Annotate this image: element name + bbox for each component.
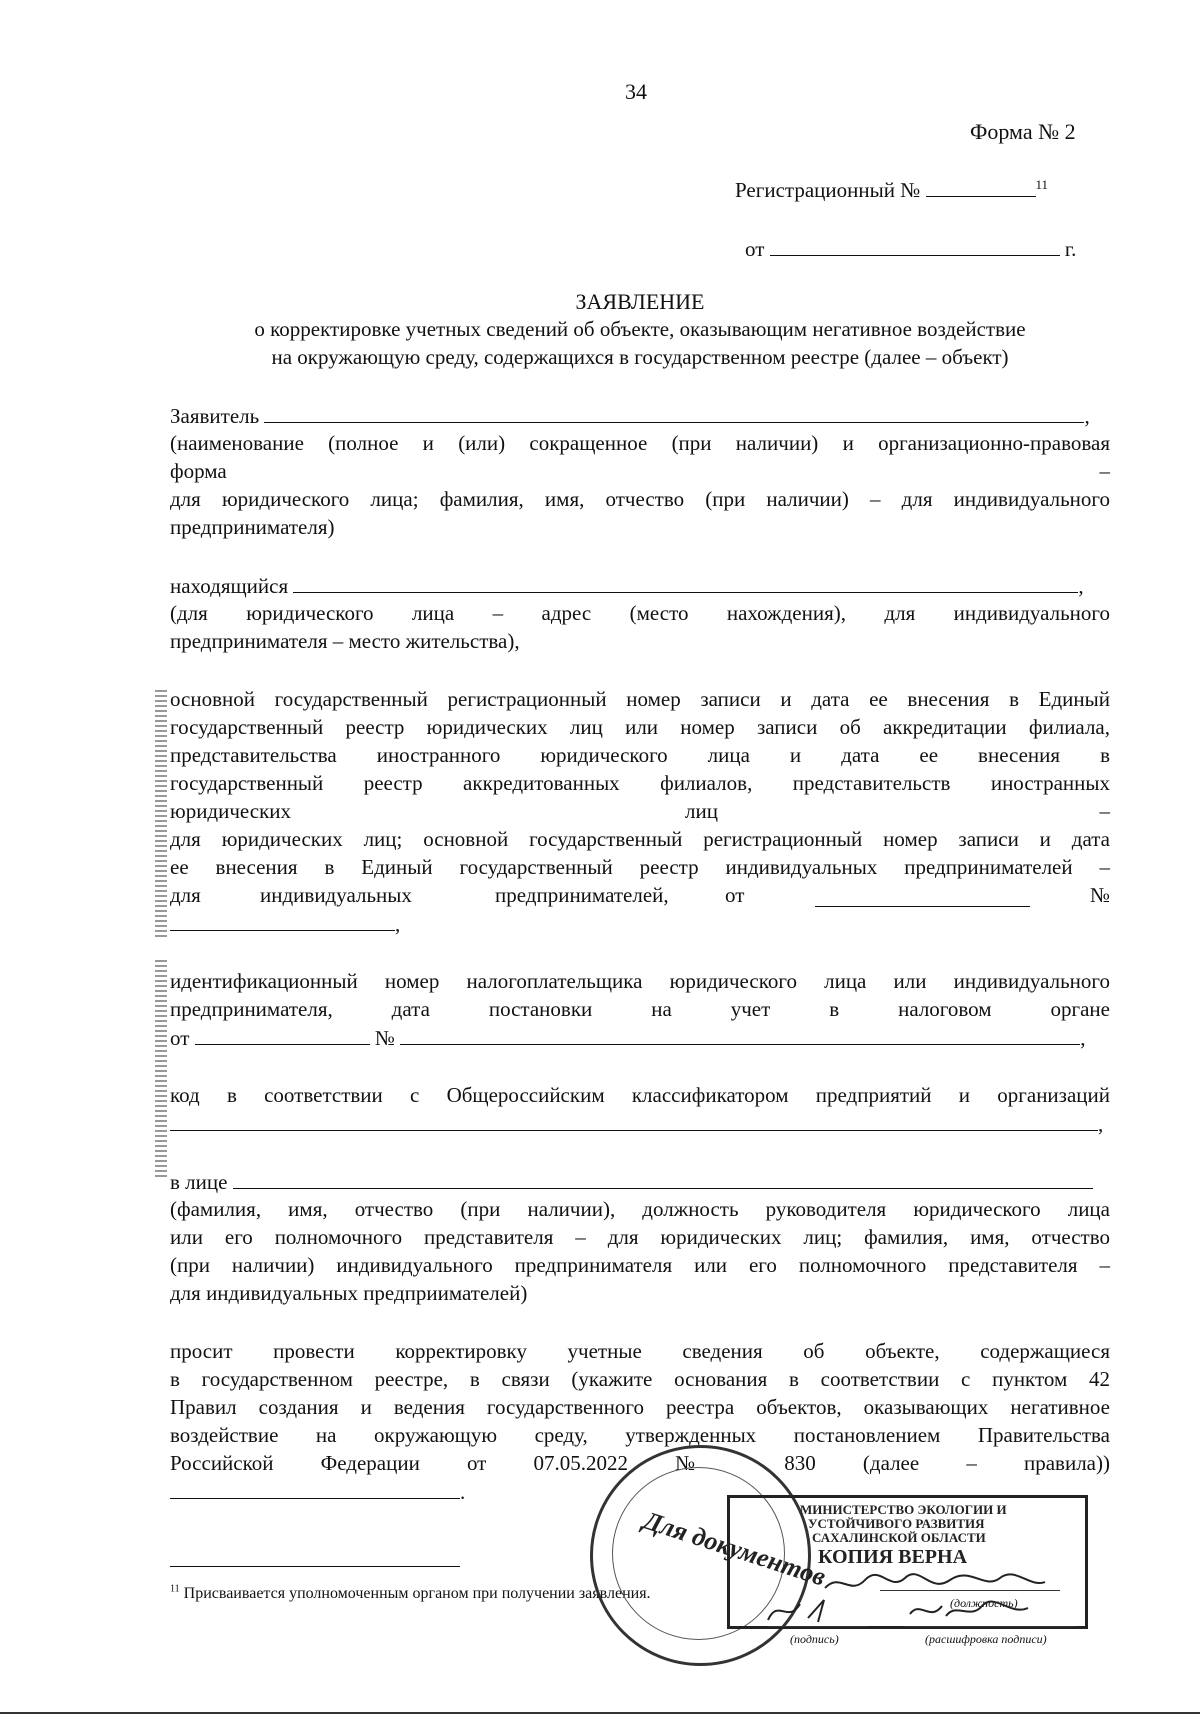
person-hint-line2: или его полномочного представителя – для юридических лиц; фамилия, имя, отчество	[170, 1225, 1110, 1249]
person-label: в лице	[170, 1170, 228, 1194]
okpo-comma: ,	[1098, 1112, 1104, 1136]
inn-line2: предпринимателя, дата постановки на учет в налоговом органе	[170, 997, 1110, 1021]
ogrn-line8-individual: индивидуальных	[260, 883, 412, 907]
applicant-hint-form: форма	[170, 459, 227, 483]
ogrn-date-blank[interactable]	[815, 886, 1030, 907]
applicant-hint-line2	[170, 458, 1110, 485]
footnote-text: Присваивается уполномоченным органом при получении заявления.	[183, 1585, 651, 1602]
inn-date-blank[interactable]	[195, 1024, 370, 1045]
document-title: ЗАЯВЛЕНИЕ	[575, 289, 705, 314]
scan-bottom-edge	[0, 1712, 1200, 1714]
stamp-org-line3: САХАЛИНСКОЙ ОБЛАСТИ	[812, 1530, 986, 1545]
request-reason-blank[interactable]	[170, 1478, 460, 1499]
ogrn-number-blank[interactable]	[170, 910, 395, 931]
person-hint-line4: для индивидуальных предприимателей)	[170, 1281, 528, 1305]
okpo-line2	[170, 1110, 1110, 1138]
scan-edge-artifact	[155, 690, 167, 940]
request-line5: Российской Федерации от 07.05.2022 № 830 (далее – правила))	[170, 1451, 1110, 1475]
person-hint-line3: (при наличии) индивидуального предпринимателя или его полномочного представителя –	[170, 1253, 1110, 1277]
ogrn-line5	[170, 798, 1110, 825]
registration-date-row	[745, 235, 1076, 263]
registration-date-year: г.	[1064, 237, 1077, 261]
ogrn-line8-from: от	[725, 883, 745, 907]
okpo-blank[interactable]	[170, 1110, 1098, 1131]
inn-number-sign: №	[374, 1026, 395, 1050]
form-label: Форма № 2	[970, 119, 1076, 144]
footnote-ref: 11	[1035, 177, 1049, 192]
applicant-blank[interactable]	[264, 402, 1084, 423]
inn-line1: идентификационный номер налогоплательщика юридического лица или индивидуального	[170, 969, 1110, 993]
applicant-hint-line4: предпринимателя)	[170, 515, 335, 539]
person-blank[interactable]	[233, 1168, 1093, 1189]
ogrn-line7: ее внесения в Единый государственный реестр индивидуальных предпринимателей –	[170, 855, 1110, 879]
ogrn-line5-dash: –	[1099, 799, 1110, 823]
document-subtitle-line1: о корректировке учетных сведений об объекте, оказывающим негативное воздействие	[254, 317, 1026, 341]
ogrn-line4: государственный реестр аккредитованных филиалов, представительств иностранных	[170, 771, 1110, 795]
ogrn-line9	[170, 910, 1110, 938]
round-seal-text: Для документов	[640, 1505, 830, 1592]
inn-comma: ,	[1080, 1026, 1086, 1050]
location-row	[170, 572, 1110, 600]
applicant-hint-dash: –	[1099, 459, 1110, 483]
location-label: находящийся	[170, 574, 289, 598]
scan-edge-artifact	[155, 960, 167, 1180]
ogrn-line8-entrepreneurs: предпринимателей,	[495, 883, 669, 907]
registration-date-from: от	[745, 237, 765, 261]
location-blank[interactable]	[293, 572, 1078, 593]
request-line1: просит провести корректировку учетные сведения об объекте, содержащиеся	[170, 1339, 1110, 1363]
person-row	[170, 1168, 1110, 1196]
request-line3: Правил создания и ведения государственного реестра объектов, оказывающих негативное	[170, 1395, 1110, 1419]
person-hint-line1: (фамилия, имя, отчество (при наличии), должность руководителя юридического лица	[170, 1197, 1110, 1221]
ogrn-line8-for: для	[170, 883, 201, 907]
stamp-sign-label: (подпись)	[790, 1632, 839, 1646]
footnote-separator	[170, 1566, 460, 1567]
page-number: 34	[625, 79, 647, 104]
registration-number-blank[interactable]	[926, 176, 1036, 197]
inn-number-blank[interactable]	[400, 1024, 1080, 1045]
signature-icon	[760, 1594, 1060, 1628]
applicant-hint-line1: (наименование (полное и (или) сокращенное (при наличии) и организационно-правовая	[170, 431, 1110, 455]
ogrn-line2: государственный реестр юридических лиц или номер записи об аккредитации филиала,	[170, 715, 1110, 739]
stamp-position-label: (должность)	[950, 1596, 1018, 1610]
ogrn-line1: основной государственный регистрационный номер записи и дата ее внесения в Единый	[170, 687, 1110, 711]
ogrn-line5-word1: юридических	[170, 799, 292, 823]
document-subtitle-line2: на окружающую среду, содержащихся в государственном реестре (далее – объект)	[271, 345, 1009, 369]
ogrn-line8	[170, 882, 1110, 909]
inn-from: от	[170, 1026, 190, 1050]
location-hint-line1: (для юридического лица – адрес (место нахождения), для индивидуального	[170, 601, 1110, 625]
location-comma: ,	[1078, 574, 1084, 598]
applicant-hint-line3: для юридического лица; фамилия, имя, отчество (при наличии) – для индивидуального	[170, 487, 1110, 511]
inn-line3	[170, 1024, 1110, 1052]
ogrn-line3: представительства иностранного юридического лица и дата ее внесения в	[170, 743, 1110, 767]
registration-number-row	[735, 176, 1048, 204]
stamp-org-line1: МИНИСТЕРСТВО ЭКОЛОГИИ И	[800, 1502, 1007, 1517]
stamp-decode-label: (расшифровка подписи)	[925, 1632, 1047, 1646]
ogrn-line8-number-sign: №	[1089, 883, 1110, 907]
registration-number-label: Регистрационный №	[735, 178, 921, 202]
applicant-row	[170, 402, 1110, 430]
request-dot: .	[460, 1480, 466, 1504]
footnote	[170, 1580, 651, 1607]
stamp-org-line2: УСТОЙЧИВОГО РАЗВИТИЯ	[808, 1516, 985, 1531]
applicant-label: Заявитель	[170, 404, 260, 428]
applicant-comma: ,	[1084, 404, 1090, 428]
request-line2: в государственном реестре, в связи (укажите основания в соответствии с пунктом 42	[170, 1367, 1110, 1391]
request-line4: воздействие на окружающую среду, утвержденных постановлением Правительства	[170, 1423, 1110, 1447]
location-hint-line2: предпринимателя – место жительства),	[170, 629, 520, 653]
ogrn-line6: для юридических лиц; основной государственный регистрационный номер записи и дата	[170, 827, 1110, 851]
registration-date-blank[interactable]	[770, 235, 1060, 256]
footnote-number: 11	[170, 1583, 180, 1595]
stamp-copy-verified: КОПИЯ ВЕРНА	[818, 1546, 968, 1568]
okpo-line1: код в соответствии с Общероссийским классификатором предприятий и организаций	[170, 1083, 1110, 1107]
ogrn-comma: ,	[395, 912, 401, 936]
ogrn-line5-word2: лиц	[685, 799, 718, 823]
